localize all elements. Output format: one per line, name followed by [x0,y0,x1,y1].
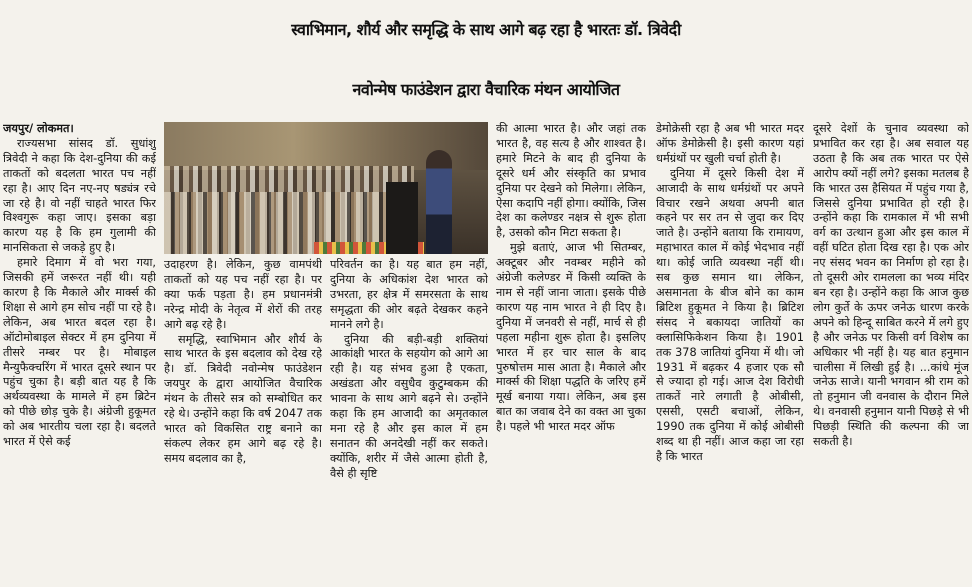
headline-line-1: स्वाभिमान, शौर्य और समृद्धि के साथ आगे बढ़ रहा है भारतः डॉ. त्रिवेदी [291,20,681,39]
paragraph: हमारे दिमाग में वो भरा गया, जिसकी हमें जरूरत नहीं थी। यही कारण है कि मैकाले और मार्क्स की शिक्षा से आगे हम सोच नहीं पा रहे है। लेकिन, अब भारत बदल रहा है। ऑटोमोबाइल सेक्टर में हम दुनिया में तीसरे नम्बर पर है। मोबाइल मैन्युफैक्चरिंग में भारत दूसरे स्थान पर पहुंच चुका है। बड़ी बात यह है कि अर्थव्यवस्था के मामले में हम ब्रिटेन को पीछे छोड़ चुके है। अंग्रेजी हुकूमत को अब भारतीय चला रहा है। बदलते भारत में ऐसे कई [3,256,156,449]
paragraph: की आत्मा भारत है। और जहां तक भारत है, वह सत्य है और शाश्वत है। हमारे मिटने के बाद ही दुनिया के दूसरे धर्म और संस्कृति का प्रभाव दुनिया पर देखने को मिलेगा। लेकिन, ऐसा कदापि नहीं होगा। क्योंकि, जिस देश का कलेण्डर नक्षत्र से शुरू होता है, उसको कौन मिटा सकता है। [496,122,646,240]
article-column-3 [330,258,488,587]
article-column-6 [813,122,969,587]
photo-podium [386,182,418,254]
article-column-4 [496,122,646,587]
paragraph: उदाहरण है। लेकिन, कुछ वामपंथी ताकतों को यह पच नहीं रहा है। पर क्या फर्क पड़ता है। हम प्रधानमंत्री नरेन्द्र मोदी के नेतृत्व में शेरों की तरह आगे बढ़ रहे है। [164,258,322,331]
paragraph: दूसरे देशों के चुनाव व्यवस्था को प्रभावित कर रहा है। अब सवाल यह उठता है कि अब तक भारत पर ऐसे आरोप क्यों नहीं लगे? इसका मतलब है कि भारत उस हैसियत में पहुंच गया है, जिससे दुनिया प्रभावित हो रही है। उन्होंने कहा कि रामकाल में भी सभी वर्ग का उत्थान हुआ और इस काल में वहीं घटित होता दिख रहा है। एक ओर नए संसद भवन का निर्माण हो रहा है। तो दूसरी ओर रामलला का भव्य मंदिर बन रहा है। उन्होंने कहा कि आज कुछ लोग कुर्ते के ऊपर जनेऊ धारण करके अपने को हिन्दू साबित करने में लगे हुए है और जनेऊ पर किसी वर्ग विशेष का अधिकार भी नहीं है। यह बात हनुमान चालीसा में लिखी हुई है। ...कांधे मूंज जनेऊ साजे। यानी भगवान श्री राम को तो हनुमान जी वनवास के दौरान मिले थे। वनवासी हनुमान यानी पिछड़े से भी पिछड़ी स्थिति की कल्पना की जा सकती है। [813,122,969,449]
article-column-5 [656,122,804,587]
article-column-2 [164,258,322,587]
paragraph: डेमोक्रेसी रहा है अब भी भारत मदर ऑफ डेमोक्रेसी है। इसी कारण यहां धर्मग्रंथों पर खुली चर्चा होती है। [656,122,804,165]
paragraph: समृद्धि, स्वाभिमान और शौर्य के साथ भारत के इस बदलाव को देख रहे है। डॉ. त्रिवेदी नवोन्मेष फाउंडेशन जयपुर के द्वारा आयोजित वैचारिक मंथन के तीसरे सत्र को सम्बोधित कर रहे थे। उन्होंने कहा कि वर्ष 2047 तक भारत को विकसित राष्ट्र बनाने का संकल्प लेकर हम आगे बढ़ रहे है। समय बदलाव का है, [164,332,322,465]
paragraph: राज्यसभा सांसद डॉ. सुधांशु त्रिवेदी ने कहा कि देश-दुनिया की कई ताकतों को बदलता भारत पच नहीं रहा है। आए दिन नए-नए षड्यंत्र रचे जा रहे है। वो नहीं चाहते भारत फिर विश्वगुरू कहा जाए। इसका बड़ा कारण यह है कि हम गुलामी की मानसिकता से जकड़े हुए है। [3,136,156,255]
article-column-1 [3,122,156,587]
paragraph: मुझे बताएं, आज भी सितम्बर, अक्टूबर और नवम्बर महीने को अंग्रेजी कलेण्डर में किसी व्यक्ति के नाम से नहीं जाना जाता। इसके पीछे कारण यह नाम भारत ने ही दिए है। दुनिया में जनवरी से नहीं, मार्च से ही पहला महीना शुरू होता है। इसलिए भारत में हर चार साल के बाद पुरुषोत्तम मास आता है। मैकाले और मार्क्स की शिक्षा पद्धति के जरिए हमें मूर्ख बनाया गया। लेकिन, अब इस बात का जवाब देने का वक्त आ चुका है। पहले भी भारत मदर ऑफ [496,241,646,434]
photo-speaker [426,150,452,254]
headline-line-2: नवोन्मेष फाउंडेशन द्वारा वैचारिक मंथन आयोजित [352,80,620,99]
paragraph: दुनिया की बड़ी-बड़ी शक्तियां आकांक्षी भारत के सहयोग को आगे आ रही है। यह संभव हुआ है एकता, अखंडता और वसुधैव कुटुम्बकम की भावना के साथ आगे बढ़ने से। उन्होंने कहा कि हम आजादी का अमृतकाल मना रहे है और इस काल में हम सनातन की अनदेखी नहीं कर सकते। क्योंकि, शरीर में जैसे आत्मा होती है, वैसे ही सृष्टि [330,332,488,480]
paragraph: दुनिया में दूसरे किसी देश में आजादी के साथ धर्मग्रंथों पर अपने विचार रखने अथवा अपनी बात कहने पर सर तन से जुदा कर दिए जाते है। उन्होंने बताया कि रामायण, महाभारत काल में कोई भेदभाव नहीं था। कोई जाति व्यवस्था नहीं थी। सब कुछ समान था। लेकिन, असमानता के बीज बोने का काम ब्रिटिश हुकूमत ने किया है। ब्रिटिश संसद ने बकायदा जातियों का क्लासिफिकेशन किया है। 1901 तक 378 जातियां दुनिया में थी। जो 1931 में बढ़कर 4 हजार एक सौ से ज्यादा हो गई। आज देश विरोधी ताकतें नारे लगाती है ओबीसी, एससी, एसटी बचाओं, लेकिन, 1990 तक दुनिया में कोई ओबीसी शब्द था ही नहीं। आज कहा जा रहा है कि भारत [656,166,804,463]
event-photo [164,122,488,254]
paragraph: परिवर्तन का है। यह बात हम नहीं, दुनिया के अधिकांश देश भारत को उभरता, हर क्षेत्र में समरसता के साथ समृद्धता की ओर बढ़ते देखकर कहने मानने लगे है। [330,258,488,331]
dateline: जयपुर/ लोकमत। [3,122,74,135]
